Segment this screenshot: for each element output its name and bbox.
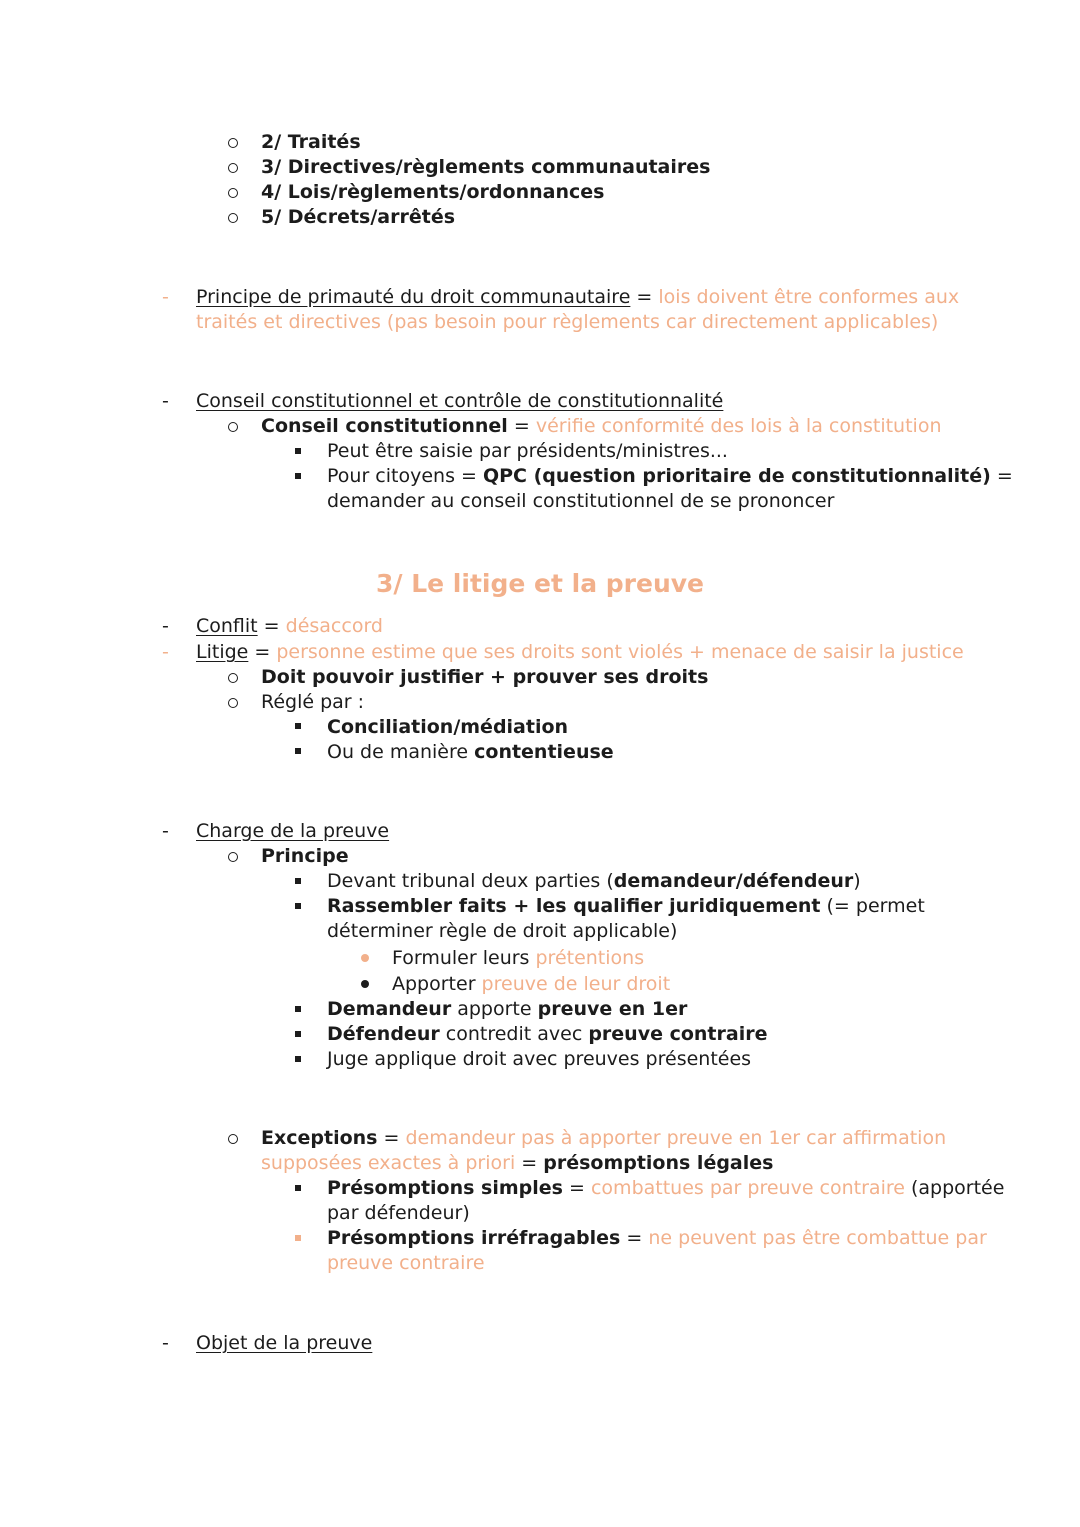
square-bullet-icon bbox=[295, 878, 301, 884]
exceptions-e2-cont: preuve contraire bbox=[327, 1252, 485, 1274]
equals-sign: = bbox=[377, 1127, 406, 1149]
conseil-term: Conseil constitutionnel bbox=[261, 415, 508, 437]
dash-bullet-icon: - bbox=[162, 1332, 169, 1354]
p3-a: Demandeur bbox=[327, 998, 452, 1020]
principe-label: Principe bbox=[261, 845, 349, 867]
p1-a: Devant tribunal deux parties ( bbox=[327, 870, 614, 892]
p2-b: (= permet bbox=[820, 895, 925, 917]
p2-a: Rassembler faits + les qualifier juridiquement bbox=[327, 895, 821, 917]
square-bullet-icon bbox=[295, 748, 301, 754]
objet-heading: Objet de la preuve bbox=[196, 1332, 373, 1354]
litige-sub2-a: Ou de manière bbox=[327, 741, 475, 763]
exceptions-e1 bbox=[327, 1176, 1004, 1200]
dash-bullet-icon: - bbox=[162, 641, 169, 663]
equals-sign: = bbox=[248, 641, 277, 663]
equals-sign: = bbox=[562, 1177, 591, 1199]
exceptions-definition: demandeur pas à apporter preuve en 1er car affirmation bbox=[405, 1127, 947, 1149]
square-bullet-icon bbox=[295, 448, 301, 454]
circle-bullet-icon bbox=[228, 138, 238, 148]
primaute-definition: lois doivent être conformes aux bbox=[658, 286, 960, 308]
qpc-term: QPC (question prioritaire de constitutionnalité) bbox=[482, 465, 991, 487]
conseil-definition: vérifie conformité des lois à la constitution bbox=[535, 415, 942, 437]
exceptions-e2 bbox=[327, 1226, 987, 1250]
conseil-sub2 bbox=[327, 464, 1013, 488]
square-bullet-icon bbox=[295, 1235, 301, 1241]
dash-bullet-icon: - bbox=[162, 286, 169, 308]
list-item: 2/ Traités bbox=[261, 131, 361, 153]
list-item: 5/ Décrets/arrêtés bbox=[261, 206, 456, 228]
principe-bullet2 bbox=[392, 972, 670, 996]
p4-b: contredit avec bbox=[439, 1023, 589, 1045]
presomptions-legales: présomptions légales bbox=[543, 1152, 774, 1174]
e2-definition: ne peuvent pas être combattue par bbox=[648, 1227, 987, 1249]
square-bullet-icon bbox=[295, 903, 301, 909]
bullet1-b: prétentions bbox=[535, 947, 645, 969]
p3-b: apporte bbox=[451, 998, 538, 1020]
principe-bullet1 bbox=[392, 946, 644, 970]
dot-bullet-icon bbox=[361, 980, 369, 988]
conseil-sub1: Peut être saisie par présidents/ministres... bbox=[327, 440, 728, 462]
dot-bullet-icon bbox=[361, 954, 369, 962]
principe-p1 bbox=[327, 869, 861, 893]
circle-bullet-icon bbox=[228, 852, 238, 862]
section-title: 3/ Le litige et la preuve bbox=[375, 569, 704, 598]
circle-bullet-icon bbox=[228, 673, 238, 683]
litige-sub1: Conciliation/médiation bbox=[327, 716, 569, 738]
circle-bullet-icon bbox=[228, 213, 238, 223]
square-bullet-icon bbox=[295, 1006, 301, 1012]
e1-definition: combattues par preuve contraire bbox=[590, 1177, 905, 1199]
square-bullet-icon bbox=[295, 1031, 301, 1037]
conseil-sub2-a: Pour citoyens = bbox=[327, 465, 483, 487]
square-bullet-icon bbox=[295, 473, 301, 479]
litige-definition: personne estime que ses droits sont violés + menace de saisir la justice bbox=[276, 641, 964, 663]
primaute-definition-cont: traités et directives (pas besoin pour règlements car directement applicables) bbox=[196, 311, 939, 333]
primaute-line bbox=[196, 285, 959, 309]
p4-a: Défendeur bbox=[327, 1023, 440, 1045]
charge-heading: Charge de la preuve bbox=[196, 820, 390, 842]
equals-sign: = bbox=[515, 1152, 544, 1174]
conflit-term: Conflit bbox=[196, 615, 258, 637]
primaute-term: Principe de primauté du droit communautaire bbox=[196, 286, 631, 308]
equals-sign: = bbox=[990, 465, 1013, 487]
equals-sign: = bbox=[257, 615, 286, 637]
p1-c: ) bbox=[853, 870, 861, 892]
bullet2-b: preuve de leur droit bbox=[481, 973, 671, 995]
circle-bullet-icon bbox=[228, 163, 238, 173]
exceptions-term: Exceptions bbox=[261, 1127, 378, 1149]
list-item: 4/ Lois/règlements/ordonnances bbox=[261, 181, 605, 203]
dash-bullet-icon: - bbox=[162, 615, 169, 637]
conseil-heading: Conseil constitutionnel et contrôle de constitutionnalité bbox=[196, 390, 724, 412]
exceptions-e1-cont: par défendeur) bbox=[327, 1202, 470, 1224]
principe-p2 bbox=[327, 894, 925, 918]
bullet1-a: Formuler leurs bbox=[392, 947, 536, 969]
p3-c: preuve en 1er bbox=[537, 998, 688, 1020]
exceptions-definition-cont: supposées exactes à priori bbox=[261, 1152, 516, 1174]
conseil-item bbox=[261, 414, 942, 438]
conflit-line bbox=[196, 614, 383, 638]
square-bullet-icon bbox=[295, 1185, 301, 1191]
litige-term: Litige bbox=[196, 641, 249, 663]
equals-sign: = bbox=[507, 415, 536, 437]
circle-bullet-icon bbox=[228, 1134, 238, 1144]
dash-bullet-icon: - bbox=[162, 390, 169, 412]
principe-p2-cont: déterminer règle de droit applicable) bbox=[327, 920, 678, 942]
exceptions-line bbox=[261, 1126, 946, 1150]
principe-p4 bbox=[327, 1022, 767, 1046]
square-bullet-icon bbox=[295, 723, 301, 729]
e1-term: Présomptions simples bbox=[327, 1177, 563, 1199]
conseil-sub2-cont: demander au conseil constitutionnel de se prononcer bbox=[327, 490, 835, 512]
equals-sign: = bbox=[620, 1227, 649, 1249]
principe-p3 bbox=[327, 997, 687, 1021]
bullet2-a: Apporter bbox=[392, 973, 482, 995]
conflit-definition: désaccord bbox=[285, 615, 383, 637]
circle-bullet-icon bbox=[228, 188, 238, 198]
p1-b: demandeur/défendeur bbox=[613, 870, 854, 892]
litige-sub2 bbox=[327, 740, 614, 764]
e2-term: Présomptions irréfragables bbox=[327, 1227, 621, 1249]
litige-line bbox=[196, 640, 964, 664]
litige-item2: Réglé par : bbox=[261, 691, 365, 713]
circle-bullet-icon bbox=[228, 698, 238, 708]
circle-bullet-icon bbox=[228, 422, 238, 432]
litige-item1: Doit pouvoir justifier + prouver ses droits bbox=[261, 666, 709, 688]
equals-sign: = bbox=[630, 286, 659, 308]
list-item: 3/ Directives/règlements communautaires bbox=[261, 156, 711, 178]
p4-c: preuve contraire bbox=[588, 1023, 768, 1045]
dash-bullet-icon: - bbox=[162, 820, 169, 842]
contentieuse-term: contentieuse bbox=[474, 741, 614, 763]
e1-end: (apportée bbox=[904, 1177, 1005, 1199]
exceptions-line2 bbox=[261, 1151, 773, 1175]
principe-p5: Juge applique droit avec preuves présentées bbox=[327, 1048, 752, 1070]
square-bullet-icon bbox=[295, 1056, 301, 1062]
